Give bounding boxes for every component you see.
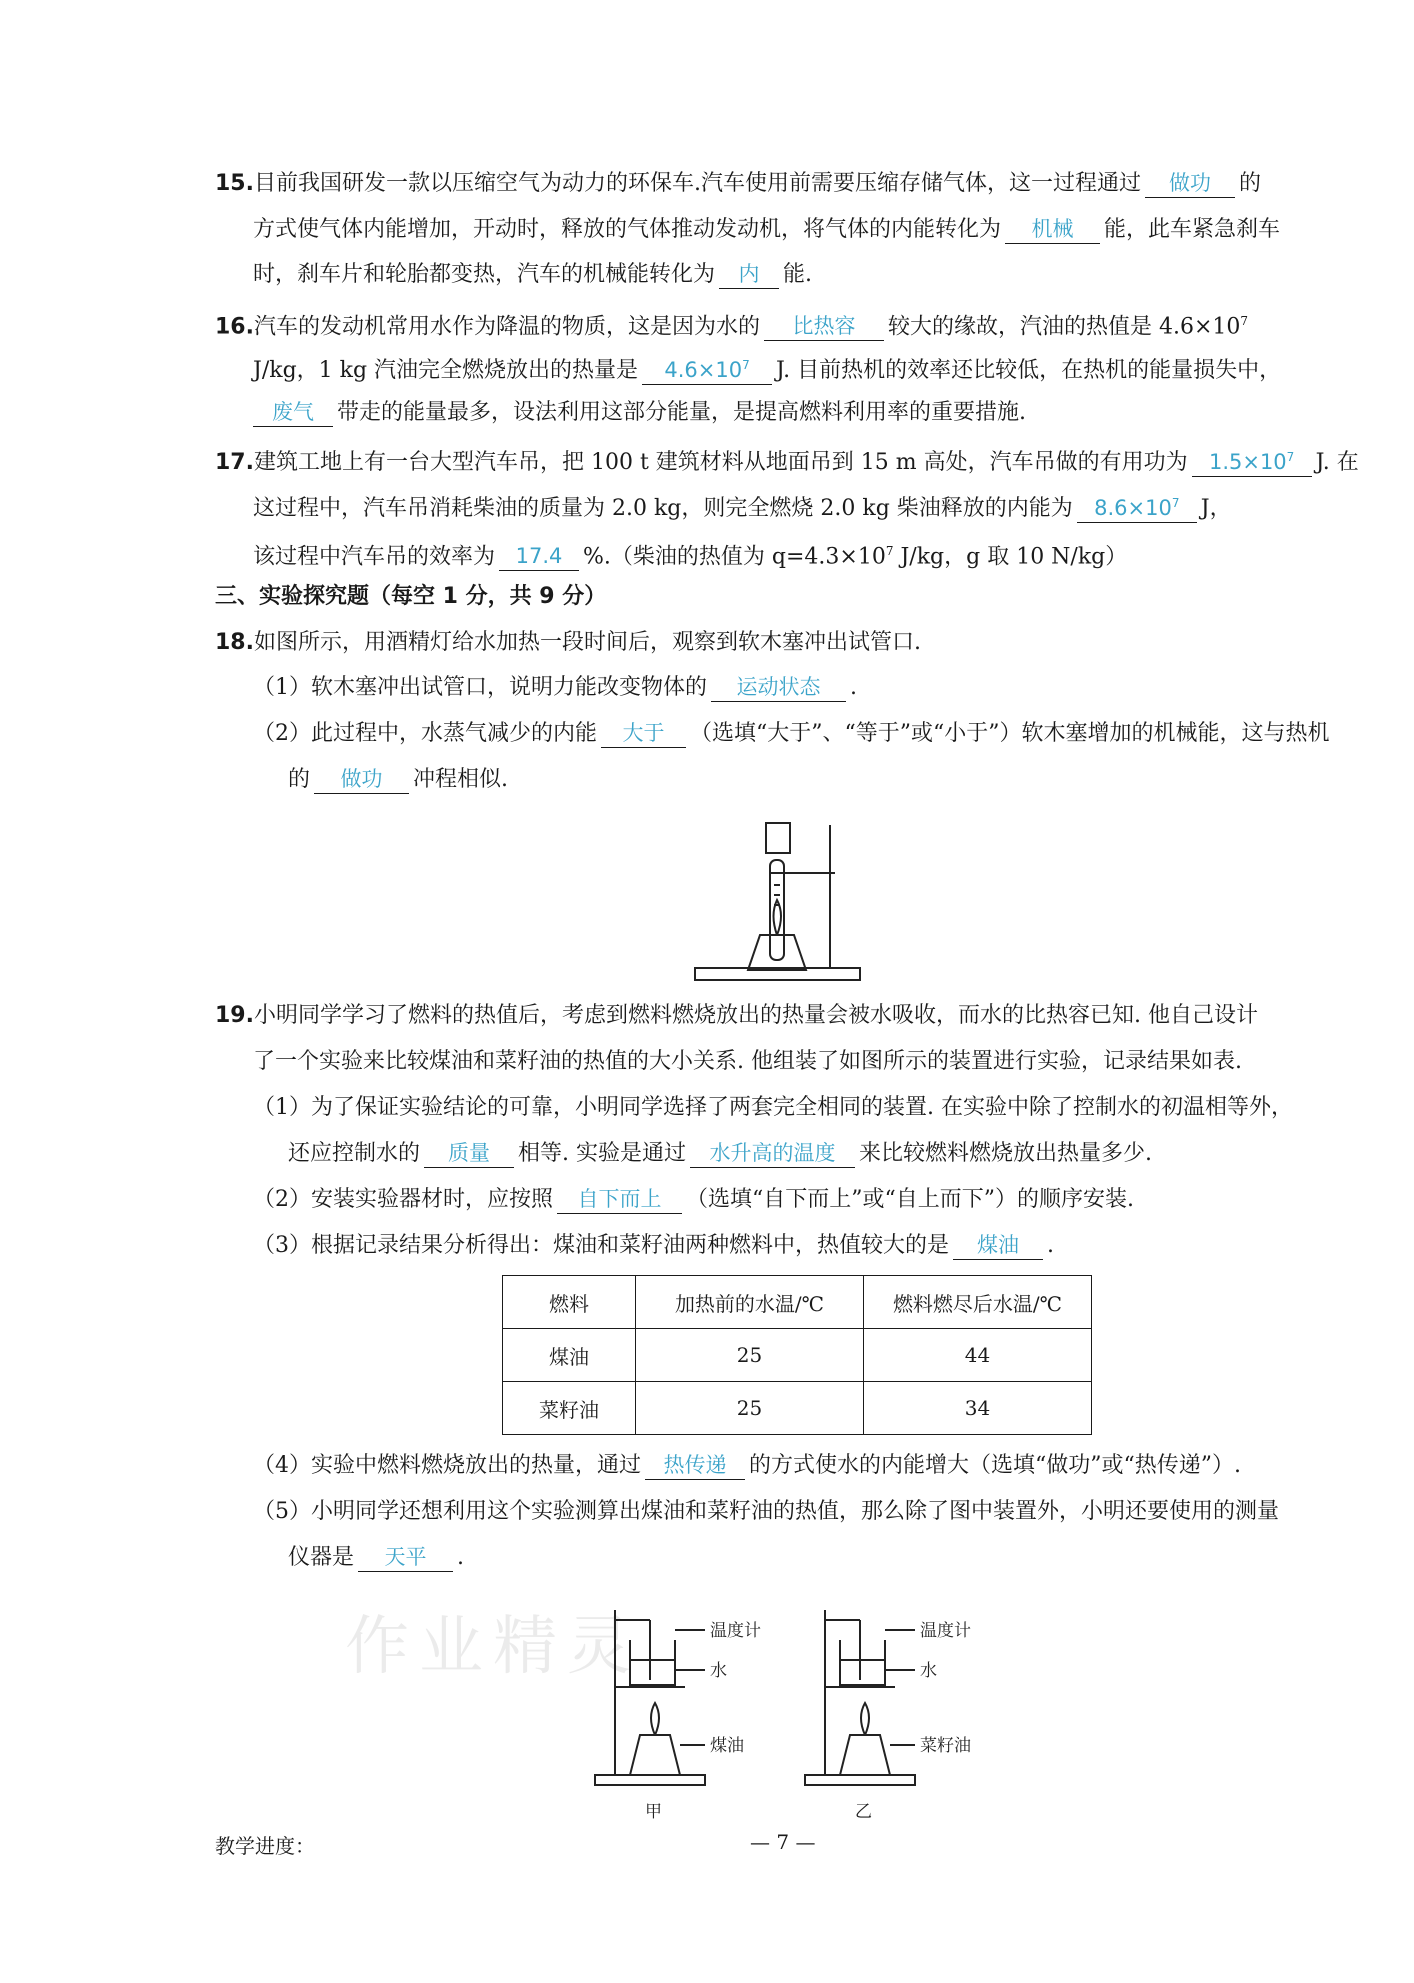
q16-line2: J/kg，1 kg 汽油完全燃烧放出的热量是 $4.6\times 10^7$ J. 目前热机的效率还比较低，在热机的能量损失中， xyxy=(253,351,1281,387)
table-cell: 菜籽油 xyxy=(503,1382,636,1435)
table-cell: 25 xyxy=(636,1382,864,1435)
label-thermometer-b: 温度计 xyxy=(920,1621,971,1641)
watermark: 作业精灵 xyxy=(345,1610,641,1684)
table-cell: 煤油 xyxy=(503,1329,636,1382)
q18-answer-3[interactable]: 做功 xyxy=(314,765,409,794)
results-table xyxy=(502,1275,1092,1435)
q15-line3: 时，刹车片和轮胎都变热，汽车的机械能转化为 内 能. xyxy=(253,262,813,287)
q15-line2: 方式使气体内能增加，开动时，释放的气体推动发动机，将气体的内能转化为 机械 能，此车紧急刹车 xyxy=(253,217,1281,242)
q15-answer-3[interactable]: 内 xyxy=(719,260,779,289)
q19-part5b: 仪器是 天平 . xyxy=(288,1545,465,1570)
alcohol-lamp xyxy=(748,935,806,970)
q18-answer-2[interactable]: 大于 xyxy=(601,719,686,748)
q18-answer-1[interactable]: 运动状态 xyxy=(711,673,846,702)
label-water-b: 水 xyxy=(920,1661,937,1681)
q18-part2b: 的 做功 冲程相似. xyxy=(288,767,509,792)
q19-answer-4[interactable]: 煤油 xyxy=(953,1231,1043,1260)
table-header: 燃料 xyxy=(503,1276,636,1329)
q19-apparatus-figure xyxy=(585,1595,1045,1825)
q19-number: 19. xyxy=(215,1003,254,1028)
q18-number: 18. xyxy=(215,630,254,655)
q19-part1: （1）为了保证实验结论的可靠，小明同学选择了两套完全相同的装置. 在实验中除了控制水的初温相等外， xyxy=(253,1095,1293,1120)
q15-line1: 15.目前我国研发一款以压缩空气为动力的环保车.汽车使用前需要压缩存储气体，这一过程通过 做功 的 xyxy=(215,171,1261,196)
q18-part1: （1）软木塞冲出试管口，说明力能改变物体的 运动状态 . xyxy=(253,675,857,700)
q17-line3: 该过程中汽车吊的效率为 17.4 %.（柴油的热值为 $q=4.3\times 10^7$ J/kg，g 取 10 N/kg） xyxy=(253,544,1128,570)
q16-answer-2[interactable]: $4.6\times 10^7$ xyxy=(642,351,772,385)
q17-answer-1[interactable]: $1.5\times 10^7$ xyxy=(1192,443,1312,477)
q19-answer-1[interactable]: 质量 xyxy=(424,1139,514,1168)
apparatus-b xyxy=(805,1610,915,1785)
label-fuel-b: 菜籽油 xyxy=(920,1736,971,1756)
apparatus-a xyxy=(595,1610,705,1785)
label-jia: 甲 xyxy=(645,1802,662,1822)
q18-part2: （2）此过程中，水蒸气减少的内能 大于 （选填“大于”、“等于”或“小于”）软木塞增加的机械能，这与热机 xyxy=(253,721,1330,746)
label-fuel-a: 煤油 xyxy=(710,1736,744,1756)
label-water-a: 水 xyxy=(710,1661,727,1681)
q15-answer-1[interactable]: 做功 xyxy=(1145,169,1235,198)
q16-answer-3[interactable]: 废气 xyxy=(253,398,333,427)
q17-answer-2[interactable]: $8.6\times 10^7$ xyxy=(1077,489,1197,523)
q17-number: 17. xyxy=(215,450,254,475)
q16-line3: 废气 带走的能量最多，设法利用这部分能量，是提高燃料利用率的重要措施. xyxy=(253,397,1026,429)
teaching-progress: 教学进度： xyxy=(215,1834,315,1858)
q19-line0: 19.小明同学学习了燃料的热值后，考虑到燃料燃烧放出的热量会被水吸收，而水的比热容已知. 他自己设计 xyxy=(215,1003,1258,1028)
page-number: — 7 — xyxy=(750,1830,816,1854)
q19-answer-3[interactable]: 自下而上 xyxy=(557,1185,682,1214)
q19-part1b: 还应控制水的 质量 相等. 实验是通过 水升高的温度 来比较燃料燃烧放出热量多少. xyxy=(288,1141,1153,1166)
beaker-a xyxy=(630,1640,675,1685)
q19-answer-5[interactable]: 热传递 xyxy=(645,1451,745,1480)
table-header: 燃料燃尽后水温/℃ xyxy=(864,1276,1092,1329)
q16-answer-1[interactable]: 比热容 xyxy=(764,312,884,341)
q15-answer-2[interactable]: 机械 xyxy=(1005,215,1100,244)
q19-part5: （5）小明同学还想利用这个实验测算出煤油和菜籽油的热值，那么除了图中装置外，小明还要使用的测量 xyxy=(253,1499,1280,1524)
q18-line0: 18.如图所示，用酒精灯给水加热一段时间后，观察到软木塞冲出试管口. xyxy=(215,630,921,655)
q16-number: 16. xyxy=(215,314,254,340)
table-cell: 44 xyxy=(864,1329,1092,1382)
q19-part3: （3）根据记录结果分析得出：煤油和菜籽油两种燃料中，热值较大的是 煤油 . xyxy=(253,1233,1054,1258)
q16-line1: 16.汽车的发动机常用水作为降温的物质，这是因为水的 比热容 较大的缘故，汽油的热值是 $4.6\times 10^7$ xyxy=(215,314,1249,340)
table-header: 加热前的水温/℃ xyxy=(636,1276,864,1329)
q19-answer-6[interactable]: 天平 xyxy=(358,1543,453,1572)
q18-apparatus-figure xyxy=(690,805,890,985)
q15-number: 15. xyxy=(215,171,254,196)
section-3-heading: 三、实验探究题（每空 1 分，共 9 分） xyxy=(215,584,607,609)
q19-answer-2[interactable]: 水升高的温度 xyxy=(690,1139,855,1168)
table-row xyxy=(503,1329,1092,1382)
table-cell: 25 xyxy=(636,1329,864,1382)
label-yi: 乙 xyxy=(855,1802,872,1822)
q17-line1: 17.建筑工地上有一台大型汽车吊，把 100 t 建筑材料从地面吊到 15 m 高处，汽车吊做的有用功为 $1.5\times 10^7$ J. 在 xyxy=(215,443,1359,479)
table-header-row xyxy=(503,1276,1092,1329)
q19-line0b: 了一个实验来比较煤油和菜籽油的热值的大小关系. 他组装了如图所示的装置进行实验，记录结果如表. xyxy=(253,1049,1242,1074)
q19-part4: （4）实验中燃料燃烧放出的热量，通过 热传递 的方式使水的内能增大（选填“做功”或“热传递”）. xyxy=(253,1453,1241,1478)
label-thermometer-a: 温度计 xyxy=(710,1621,761,1641)
q19-part2: （2）安装实验器材时，应按照 自下而上 （选填“自下而上”或“自上而下”）的顺序安装. xyxy=(253,1187,1134,1212)
q17-answer-3[interactable]: 17.4 xyxy=(499,542,579,571)
test-tube xyxy=(770,860,784,960)
table-row xyxy=(503,1382,1092,1435)
table-cell: 34 xyxy=(864,1382,1092,1435)
lamp-a xyxy=(630,1735,680,1775)
cork xyxy=(766,823,790,853)
q17-line2: 这过程中，汽车吊消耗柴油的质量为 2.0 kg，则完全燃烧 2.0 kg 柴油释放的内能为 $8.6\times 10^7$ J， xyxy=(253,489,1232,525)
